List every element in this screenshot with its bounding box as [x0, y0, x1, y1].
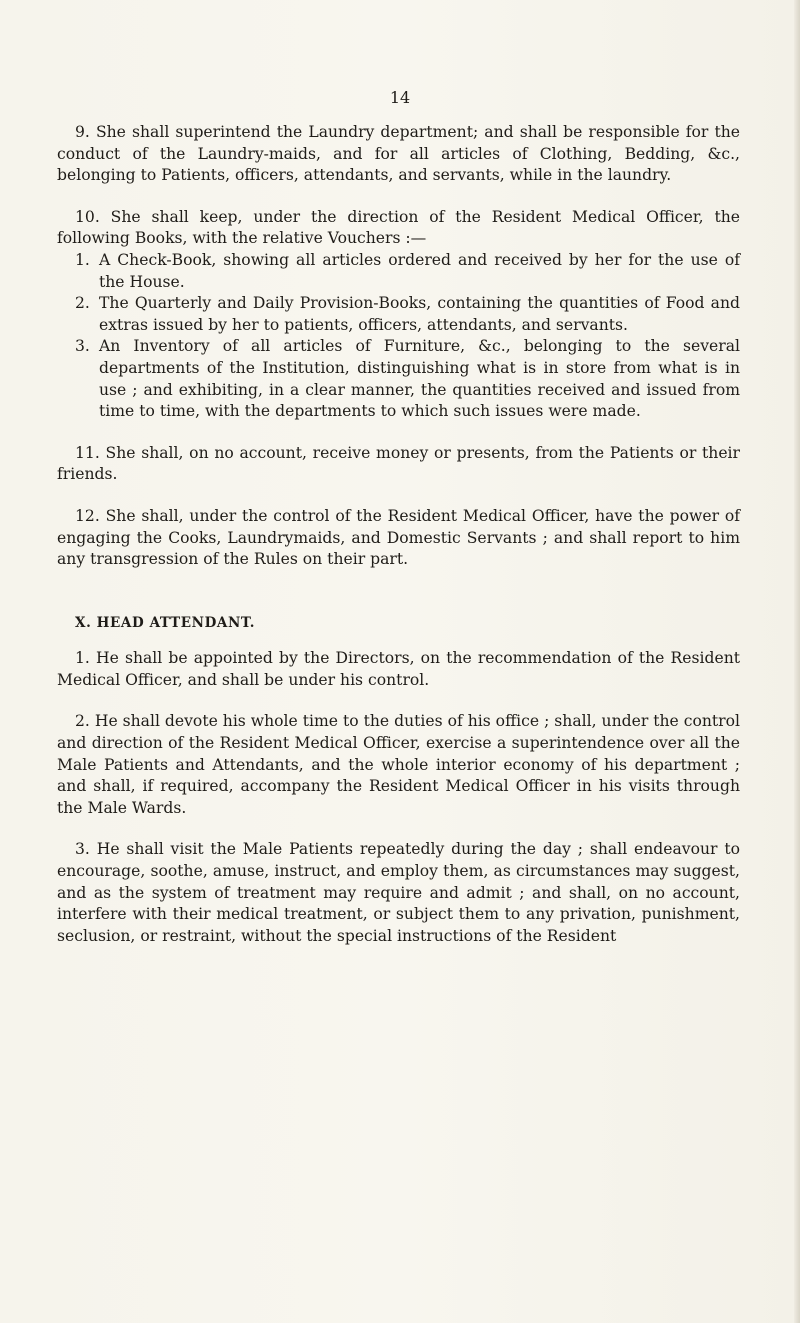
list-item-text: An Inventory of all articles of Furniture, &c., belonging to the several departments of the Institution, distinguishing what is in store from what is in use ; and exhibiting, in a clear manner, the quantities received and issued from time to time, with the departments to which such issues were made. [99, 337, 740, 421]
paragraph-10: 10. She shall keep, under the direction of the Resident Medical Officer, the following Books, with the relative Vouchers :— [57, 207, 740, 248]
paragraph-9: 9. She shall superintend the Laundry department; and shall be responsible for the conduct of the Laundry-maids, and for all articles of Clothing, Bedding, &c., belonging to Patients, officers, attendants, and servants, while in the laundry. [57, 123, 740, 185]
list-item-number: 1. [75, 250, 90, 269]
list-item-number: 3. [75, 337, 90, 356]
paragraph-11: 11. She shall, on no account, receive money or presents, from the Patients or their friends. [57, 443, 740, 484]
list-item [75, 293, 740, 336]
paragraph-12: 12. She shall, under the control of the Resident Medical Officer, have the power of engaging the Cooks, Laundrymaids, and Domestic Servants ; and shall report to him any transgression of the Rules on their part. [57, 506, 740, 569]
books-list [75, 250, 740, 423]
head-attendant-rule-2: 2. He shall devote his whole time to the duties of his office ; shall, under the control and direction of the Resident Medical Officer, exercise a superintendence over all the Male Patients and Attendants, and the whole interior economy of his department ; and shall, if required, accompany the Resident Medical Officer in his visits through the Male Wards. [57, 712, 740, 817]
page-edge [794, 0, 800, 1323]
head-attendant-rule-3: 3. He shall visit the Male Patients repeatedly during the day ; shall endeavour to encourage, soothe, amuse, instruct, and employ them, as circumstances may suggest, and as the system of treatment may require and admit ; and shall, on no account, interfere with their medical treatment, or subject them to any privation, punishment, seclusion, or restraint, without the special instructions of the Resident [57, 840, 740, 945]
page-number: 14 [389, 88, 411, 107]
list-item-number: 2. [75, 294, 90, 313]
section-heading: X. HEAD ATTENDANT. [75, 614, 256, 631]
page-body [57, 122, 740, 947]
list-item-text: The Quarterly and Daily Provision-Books, containing the quantities of Food and extras issued by her to patients, officers, attendants, and servants. [99, 294, 740, 334]
list-item-text: A Check-Book, showing all articles ordered and received by her for the use of the House. [99, 250, 740, 291]
head-attendant-rule-1: 1. He shall be appointed by the Directors, on the recommendation of the Resident Medical Officer, and shall be under his control. [57, 649, 740, 689]
list-item [75, 250, 740, 293]
list-item [75, 336, 740, 422]
